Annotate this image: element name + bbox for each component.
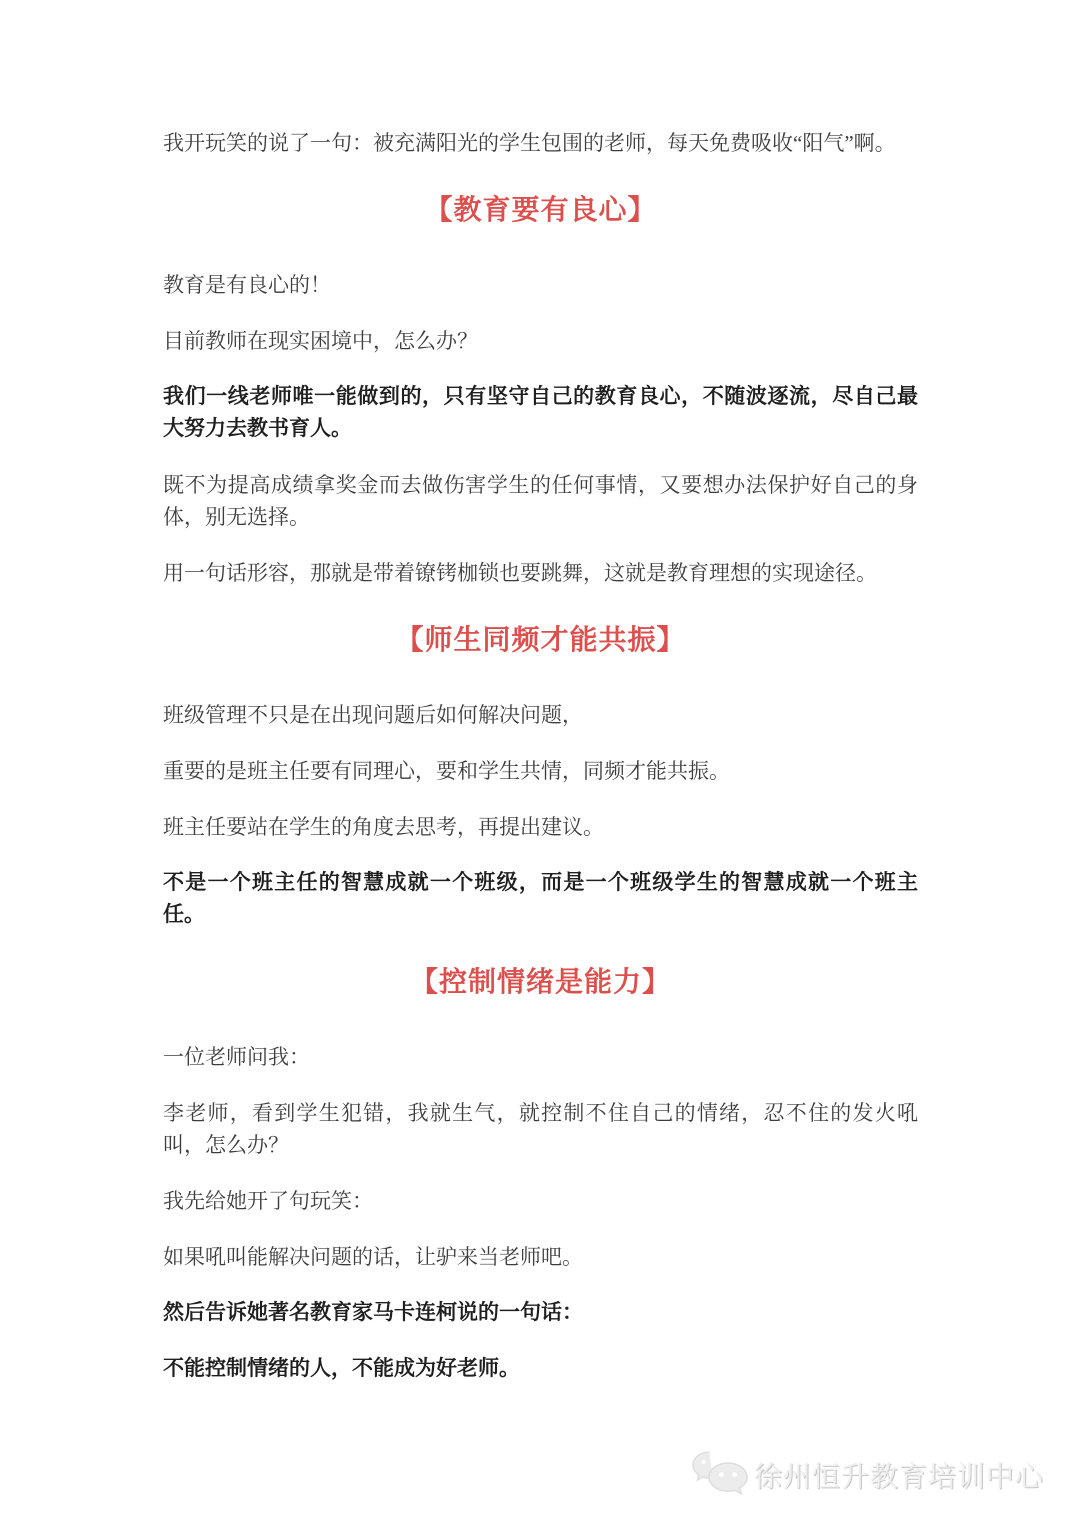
- paragraph: 李老师，看到学生犯错，我就生气，就控制不住自己的情绪，忍不住的发火吼叫，怎么办？: [163, 1101, 918, 1157]
- paragraph: 既不为提高成绩拿奖金而去做伤害学生的任何事情，又要想办法保护好自己的身体，别无选择。: [163, 473, 918, 529]
- paragraph: 教育是有良心的！: [163, 273, 331, 297]
- paragraph: 如果吼叫能解决问题的话，让驴来当老师吧。: [163, 1245, 583, 1269]
- paragraph: 我先给她开了句玩笑：: [163, 1189, 373, 1213]
- watermark-text: 徐州恒升教育培训中心: [753, 1461, 1044, 1492]
- emphasis-paragraph: 不是一个班主任的智慧成就一个班级，而是一个班级学生的智慧成就一个班主任。: [163, 871, 918, 926]
- emphasis-paragraph: 不能控制情绪的人，不能成为好老师。: [163, 1357, 520, 1380]
- watermark: [691, 1449, 1044, 1501]
- paragraph: 重要的是班主任要有同理心，要和学生共情，同频才能共振。: [163, 759, 730, 783]
- paragraph: 目前教师在现实困境中，怎么办？: [163, 329, 478, 353]
- wechat-logo-icon: [691, 1449, 749, 1501]
- paragraph: 班级管理不只是在出现问题后如何解决问题，: [163, 703, 583, 727]
- emphasis-paragraph: 然后告诉她著名教育家马卡连柯说的一句话：: [163, 1301, 583, 1324]
- emphasis-paragraph: 我们一线老师唯一能做到的，只有坚守自己的教育良心，不随波逐流，尽自己最大努力去教书育人。: [163, 385, 918, 440]
- section-heading: 【控制情绪是能力】: [409, 966, 671, 997]
- paragraph: 一位老师问我：: [163, 1045, 310, 1069]
- section-heading: 【师生同频才能共振】: [395, 624, 686, 655]
- paragraph: 班主任要站在学生的角度去思考，再提出建议。: [163, 815, 604, 839]
- paragraph: 我开玩笑的说了一句：被充满阳光的学生包围的老师，每天免费吸收“阳气”啊。: [163, 131, 896, 155]
- paragraph: 用一句话形容，那就是带着镣铐枷锁也要跳舞，这就是教育理想的实现途径。: [163, 561, 877, 585]
- section-heading: 【教育要有良心】: [424, 194, 657, 225]
